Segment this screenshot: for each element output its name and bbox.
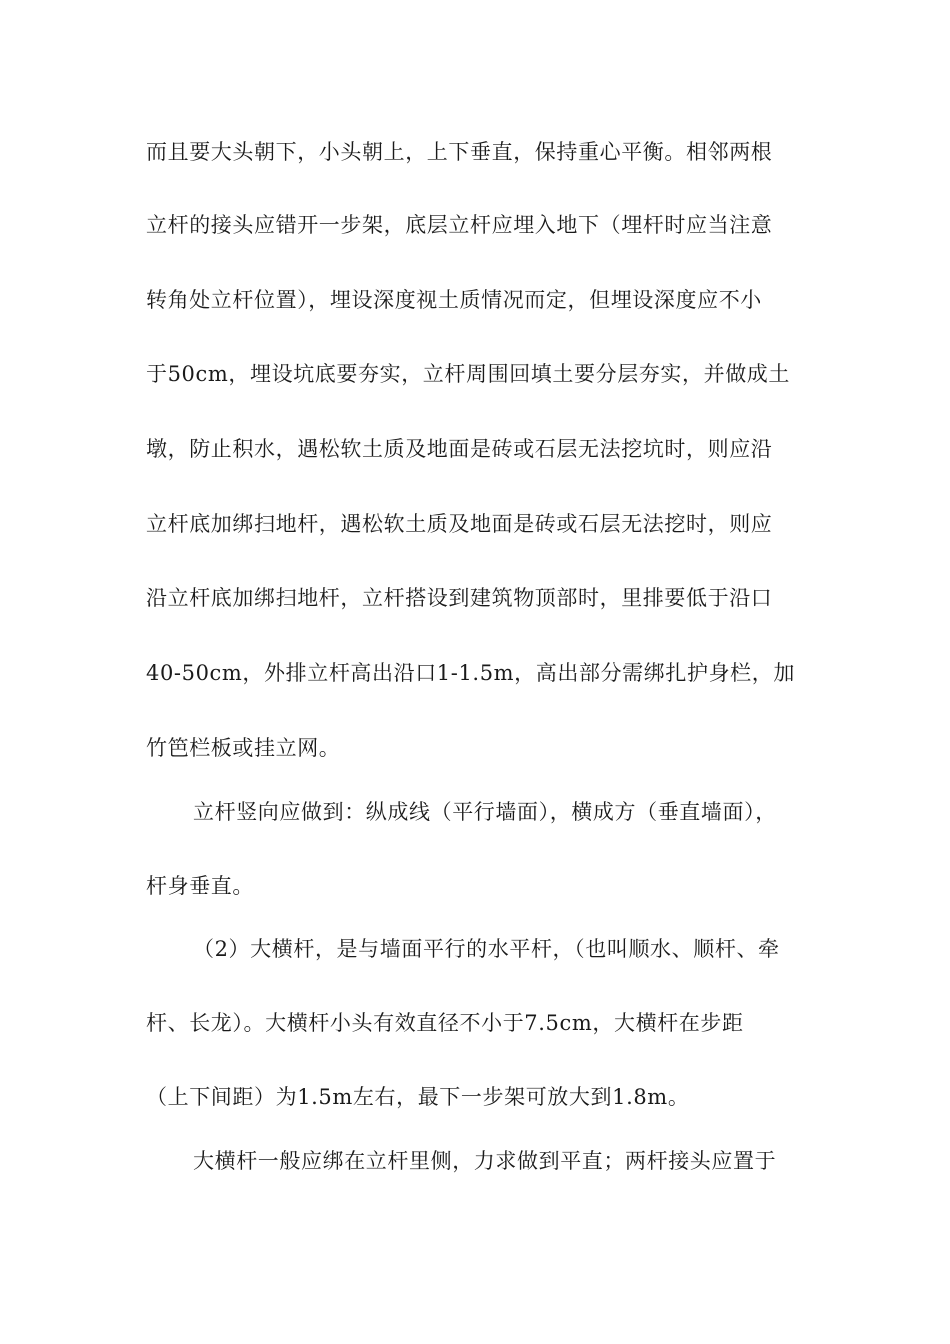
paragraph-line: 40-50cm，外排立杆高出沿口1-1.5m，高出部分需绑扎护身栏，加 bbox=[146, 661, 795, 685]
paragraph-line: 而且要大头朝下，小头朝上，上下垂直，保持重心平衡。相邻两根 bbox=[146, 140, 773, 164]
paragraph-line: 大横杆一般应绑在立杆里侧，力求做到平直；两杆接头应置于 bbox=[193, 1149, 777, 1173]
paragraph-line: 杆身垂直。 bbox=[146, 874, 254, 898]
paragraph-line: （2）大横杆，是与墙面平行的水平杆，（也叫顺水、顺杆、牵 bbox=[193, 937, 780, 961]
paragraph-line: 墩，防止积水，遇松软土质及地面是砖或石层无法挖坑时，则应沿 bbox=[146, 437, 773, 461]
paragraph-line: 沿立杆底加绑扫地杆，立杆搭设到建筑物顶部时，里排要低于沿口 bbox=[146, 586, 773, 610]
paragraph-line: 竹笆栏板或挂立网。 bbox=[146, 736, 341, 760]
paragraph-line: 杆、长龙）。大横杆小头有效直径不小于7.5cm，大横杆在步距 bbox=[146, 1011, 744, 1035]
paragraph-line: 立杆底加绑扫地杆，遇松软土质及地面是砖或石层无法挖时，则应 bbox=[146, 512, 773, 536]
paragraph-line: （上下间距）为1.5m左右，最下一步架可放大到1.8m。 bbox=[146, 1085, 690, 1109]
paragraph-line: 于50cm，埋设坑底要夯实，立杆周围回填土要分层夯实，并做成土 bbox=[146, 362, 790, 386]
paragraph-line: 立杆竖向应做到：纵成线（平行墙面），横成方（垂直墙面）， bbox=[193, 800, 777, 824]
paragraph-line: 立杆的接头应错开一步架，底层立杆应埋入地下（埋杆时应当注意 bbox=[146, 213, 773, 237]
paragraph-line: 转角处立杆位置），埋设深度视土质情况而定，但埋设深度应不小 bbox=[146, 288, 762, 312]
